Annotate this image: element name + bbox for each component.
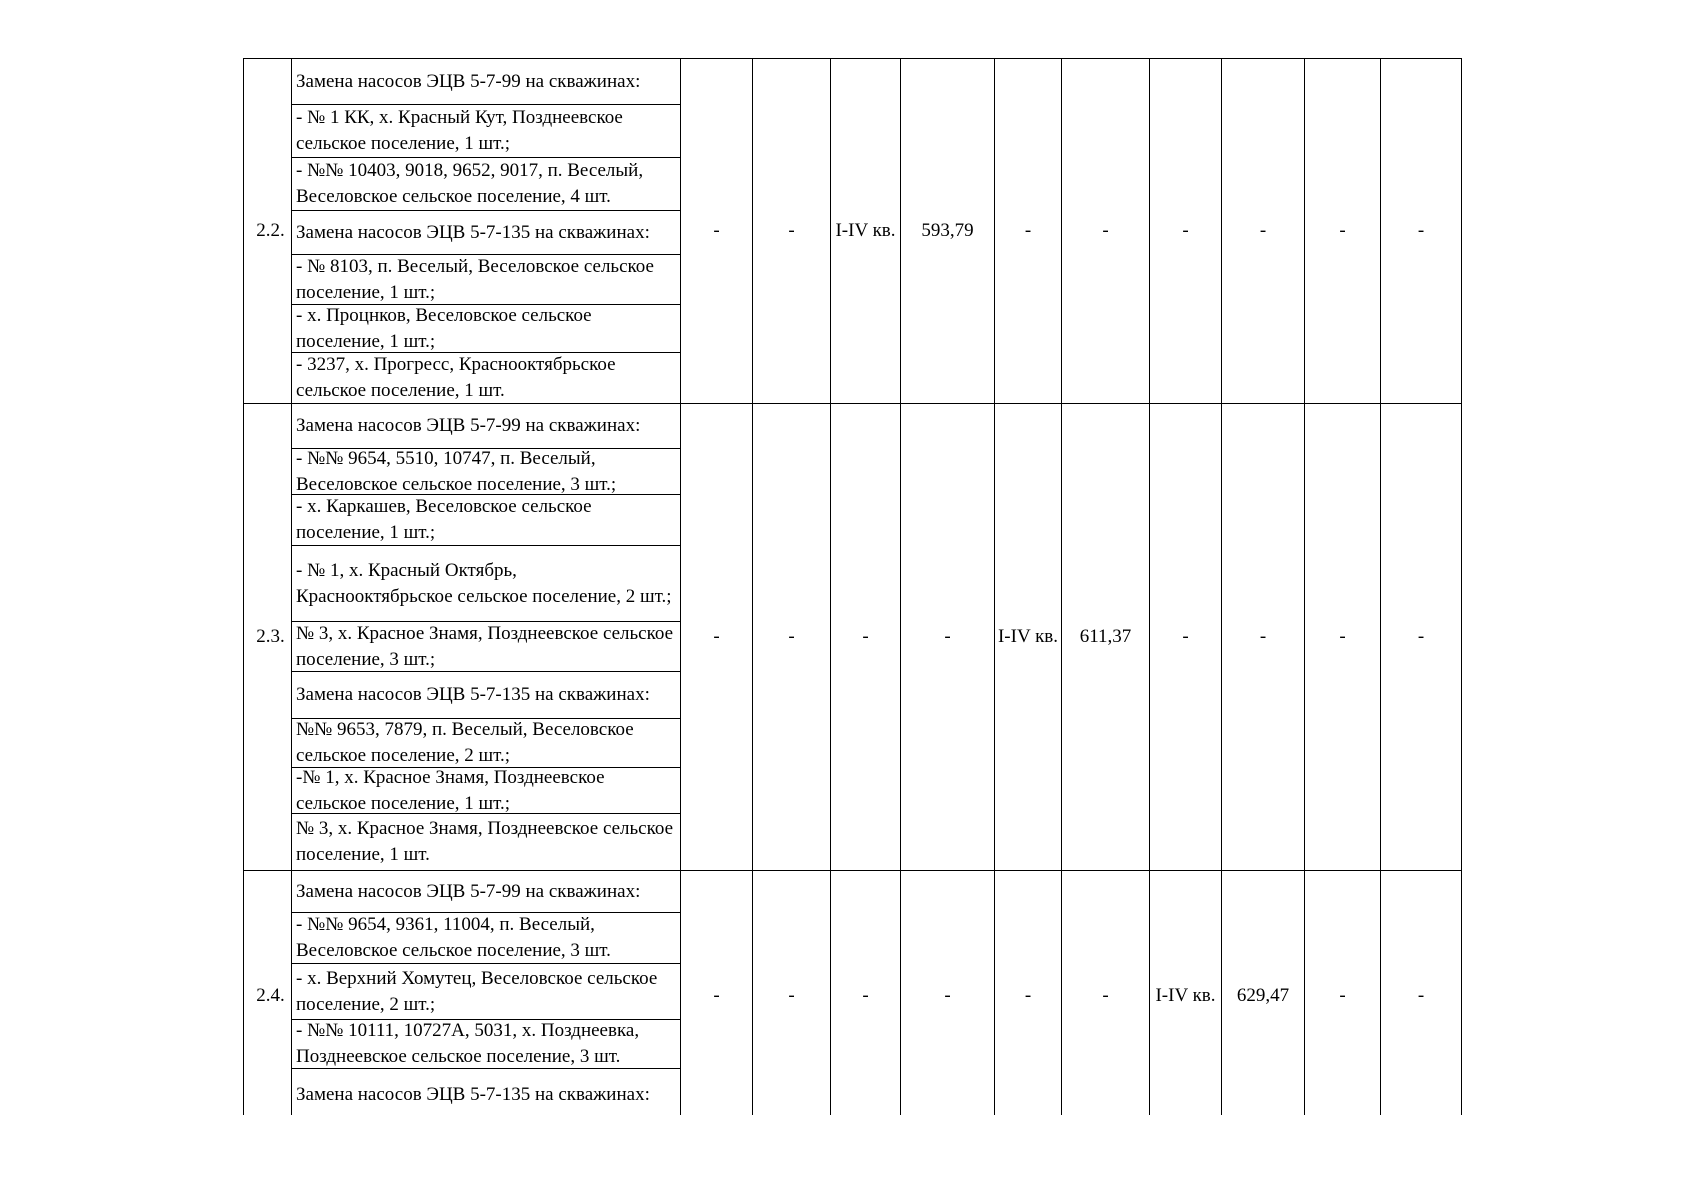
cell: - [753, 404, 831, 871]
works-table [243, 58, 1462, 1121]
cell: 593,79 [901, 59, 995, 404]
description-line: - № 1 КК, х. Красный Кут, Позднеевское сельское поселение, 1 шт.; [292, 105, 680, 158]
cell: - [1305, 59, 1381, 404]
description-line: Замена насосов ЭЦВ 5-7-99 на скважинах: [292, 59, 680, 105]
description-line: - №№ 9654, 9361, 11004, п. Веселый, Веселовское сельское поселение, 3 шт. [292, 913, 680, 964]
table-row-2-4 [244, 871, 1462, 1122]
cell: I-IV кв. [995, 404, 1062, 871]
description-line: - х. Верхний Хомутец, Веселовское сельское поселение, 2 шт.; [292, 964, 680, 1020]
row-description [292, 871, 681, 1122]
cell: I-IV кв. [1150, 871, 1222, 1122]
cell: - [1305, 404, 1381, 871]
description-line: Замена насосов ЭЦВ 5-7-135 на скважинах: [292, 1069, 680, 1121]
description-line: - №№ 9654, 5510, 10747, п. Веселый, Веселовское сельское поселение, 3 шт.; [292, 449, 680, 495]
description-line: №№ 9653, 7879, п. Веселый, Веселовское сельское поселение, 2 шт.; [292, 719, 680, 768]
cell: - [1222, 59, 1305, 404]
cell: - [831, 404, 901, 871]
description-line: Замена насосов ЭЦВ 5-7-99 на скважинах: [292, 404, 680, 449]
cell: - [1381, 871, 1462, 1122]
description-line: - № 8103, п. Веселый, Веселовское сельское поселение, 1 шт.; [292, 255, 680, 305]
description-line: Замена насосов ЭЦВ 5-7-99 на скважинах: [292, 871, 680, 913]
cell: - [1305, 871, 1381, 1122]
cell: - [1150, 59, 1222, 404]
cell: - [831, 871, 901, 1122]
cell: - [1381, 404, 1462, 871]
description-line: № 3, х. Красное Знамя, Позднеевское сельское поселение, 1 шт. [296, 818, 674, 865]
cell: I-IV кв. [831, 59, 901, 404]
cell: - [1381, 59, 1462, 404]
cell: - [1062, 871, 1150, 1122]
cell: - [901, 404, 995, 871]
description-line: - х. Процнков, Веселовское сельское поселение, 1 шт.; [292, 305, 680, 353]
cell: - [753, 871, 831, 1122]
description-line: - №№ 10403, 9018, 9652, 9017, п. Веселый, Веселовское сельское поселение, 4 шт. [292, 158, 680, 211]
cell: - [681, 59, 753, 404]
cell: - [681, 871, 753, 1122]
cell: - [1062, 59, 1150, 404]
row-description [292, 59, 681, 404]
cell: - [1222, 404, 1305, 871]
cell: - [901, 871, 995, 1122]
description-line: - х. Каркашев, Веселовское сельское поселение, 1 шт.; [292, 495, 680, 546]
row-number: 2.2. [244, 59, 292, 404]
cell: - [995, 59, 1062, 404]
cell: - [753, 59, 831, 404]
description-line: - №№ 10111, 10727А, 5031, х. Позднеевка, Позднеевское сельское поселение, 3 шт. [292, 1020, 680, 1069]
description-line: № 3, х. Красное Знамя, Позднеевское сельское поселение, 3 шт.; [292, 622, 680, 672]
row-number: 2.4. [244, 871, 292, 1122]
cell: 611,37 [1062, 404, 1150, 871]
page-bottom-margin [0, 1115, 1698, 1200]
cell: 629,47 [1222, 871, 1305, 1122]
cell: - [1150, 404, 1222, 871]
description-line: Замена насосов ЭЦВ 5-7-135 на скважинах: [292, 211, 680, 255]
description-line: Замена насосов ЭЦВ 5-7-135 на скважинах: [292, 672, 680, 719]
row-description [292, 404, 681, 871]
description-line: - 3237, х. Прогресс, Краснооктябрьское сельское поселение, 1 шт. [296, 354, 616, 401]
cell: - [681, 404, 753, 871]
table-row-2-3 [244, 404, 1462, 871]
description-line: - № 1, х. Красный Октябрь, Краснооктябрьское сельское поселение, 2 шт.; [292, 546, 680, 622]
cell: - [995, 871, 1062, 1122]
row-number: 2.3. [244, 404, 292, 871]
table-row-2-2 [244, 59, 1462, 404]
description-line: -№ 1, х. Красное Знамя, Позднеевское сельское поселение, 1 шт.; [292, 768, 680, 814]
